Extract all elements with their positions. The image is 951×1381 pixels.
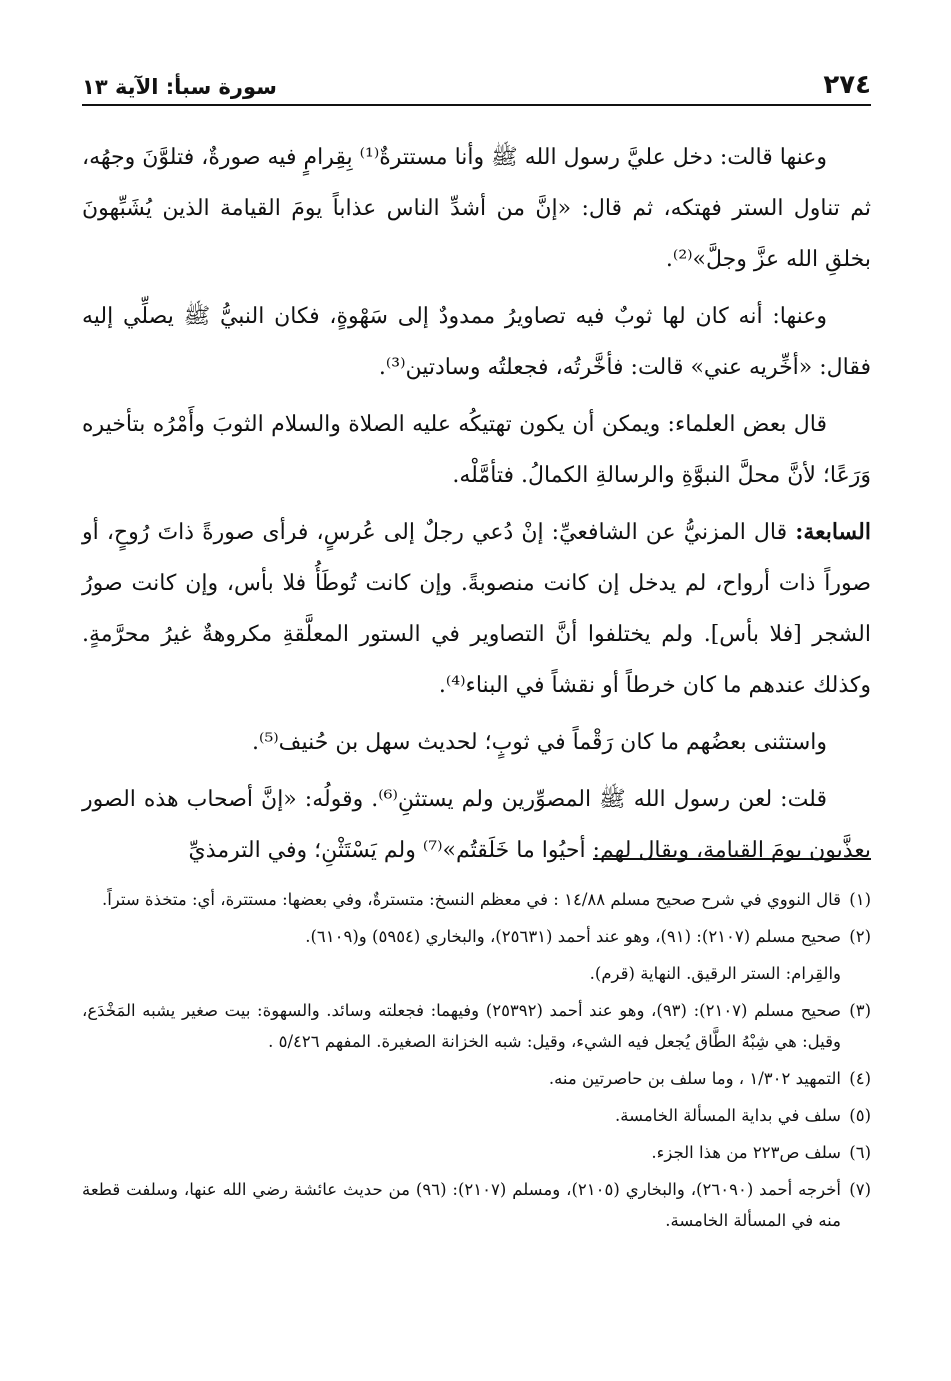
footnote-text: صحيح مسلم (٢١٠٧): (٩٣)، وهو عند أحمد (٢٥٣٩٢) وفيهما: فجعلته وسائد. والسهوة: بيت صغير يشبه المَخْدَع، وقيل: هي شِبْهُ الطَّاق يُجعل فيه الشيء، وقيل: شبه الخزانة الصغيرة. المفهم ٥/٤٢٦ .	[82, 1001, 841, 1051]
main-text	[82, 132, 871, 882]
issue-lead: السابعة:	[795, 519, 871, 545]
footnotes	[82, 884, 871, 1242]
header-rule	[82, 104, 871, 106]
footnote	[82, 995, 871, 1057]
footnote-text: أخرجه أحمد (٢٦٠٩٠)، والبخاري (٢١٠٥)، ومسلم (٢١٠٧): (٩٦) من حديث عائشة رضي الله عنها، وسلفت قطعة منه في المسألة الخامسة.	[82, 1180, 841, 1230]
footnote-number: (٣)	[849, 1001, 871, 1020]
footnote-separator	[593, 858, 871, 860]
footnote	[82, 1137, 871, 1168]
page-header	[82, 58, 871, 98]
footnote-number: (٤)	[849, 1069, 871, 1088]
footnote	[82, 884, 871, 915]
paragraph-continuation: رُوحٍ، أو صوراً ذات أرواح، لم يدخل إن كانت منصوبةً. وإن كانت تُوطَأُ فلا بأس، وإن كانت صورُ الشجر [فلا بأس]. ولم يختلفوا أنَّ التصاوير في الستور المعلَّقةِ مكروهةٌ غيرُ محرَّمةٍ. وكذلك عندهم ما كان خرطاً أو نقشاً في البناء⁽⁴⁾.	[82, 520, 871, 698]
footnote-number: (٧)	[849, 1180, 871, 1199]
issue-lead-text: قال المزنيُّ عن الشافعيِّ: إنْ دُعي رجلٌ إلى عُرسٍ، فرأى صورةً ذاتَ	[157, 520, 796, 545]
footnote	[82, 1063, 871, 1094]
footnote-text: سلف في بداية المسألة الخامسة.	[615, 1106, 841, 1125]
footnote-continuation: والقِرام: الستر الرقيق. النهاية (قرم).	[589, 964, 841, 983]
paragraph: قلت: لعن رسول الله ﷺ المصوِّرين ولم يستثنِ⁽⁶⁾. وقولُه: «إنَّ أصحاب هذه الصور يعذَّبون يومَ القيامة، ويقال لهم: أحيُوا ما خَلَقتُم»⁽⁷⁾ ولم يَسْتَثْنِ؛ وفي الترمذيِّ	[82, 787, 871, 863]
page-number: ٢٧٤	[823, 70, 871, 100]
footnote-text: التمهيد ١/٣٠٢ ، وما سلف بن حاصرتين منه.	[548, 1069, 841, 1088]
footnote-number: (٢)	[849, 927, 871, 946]
paragraph: قال بعض العلماء: ويمكن أن يكون تهتيكُه عليه الصلاة والسلام الثوبَ وأَمْرُه بتأخيره وَرَعًا؛ لأنَّ محلَّ النبوَّةِ والرسالةِ الكمالُ. فتأمَّلْه.	[82, 412, 871, 488]
paragraph: وعنها قالت: دخل عليَّ رسول الله ﷺ وأنا مستترةٌ⁽¹⁾ بِقِرامٍ فيه صورةٌ، فتلوَّنَ وجهُه، ثم تناول الستر فهتكه، ثم قال: «إنَّ من أشدِّ الناس عذاباً يومَ القيامة الذين يُشَبِّهونَ بخلقِ الله عزَّ وجلَّ»⁽²⁾.	[82, 145, 871, 272]
footnote	[82, 1174, 871, 1236]
paragraph: واستثنى بعضُهم ما كان رَقْماً في ثوبٍ؛ لحديث سهل بن حُنيف⁽⁵⁾.	[252, 730, 827, 755]
paragraph: وعنها: أنه كان لها ثوبٌ فيه تصاويرُ ممدودٌ إلى سَهْوةٍ، فكان النبيُّ ﷺ يصلِّي إليه فقال: «أخِّريه عني» قالت: فأخَّرتُه، فجعلتُه وسادتين⁽³⁾.	[82, 304, 871, 380]
footnote-text: صحيح مسلم (٢١٠٧): (٩١)، وهو عند أحمد (٢٥٦٣١)، والبخاري (٥٩٥٤) و(٦١٠٩).	[305, 927, 841, 946]
footnote	[82, 1100, 871, 1131]
footnote-text: قال النووي في شرح صحيح مسلم ١٤/٨٨ : في معظم النسخ: متسترةٌ، وفي بعضها: مستترة، أي: متخذة ستراً.	[101, 890, 841, 909]
footnote	[82, 921, 871, 952]
running-title: سورة سبأ: الآية ١٣	[82, 75, 277, 99]
footnote-number: (٥)	[849, 1106, 871, 1125]
paragraph-seventh	[82, 507, 871, 711]
footnote-number: (١)	[849, 890, 871, 909]
footnote-text: سلف ص٢٢٣ من هذا الجزء.	[651, 1143, 841, 1162]
footnote-number: (٦)	[849, 1143, 871, 1162]
